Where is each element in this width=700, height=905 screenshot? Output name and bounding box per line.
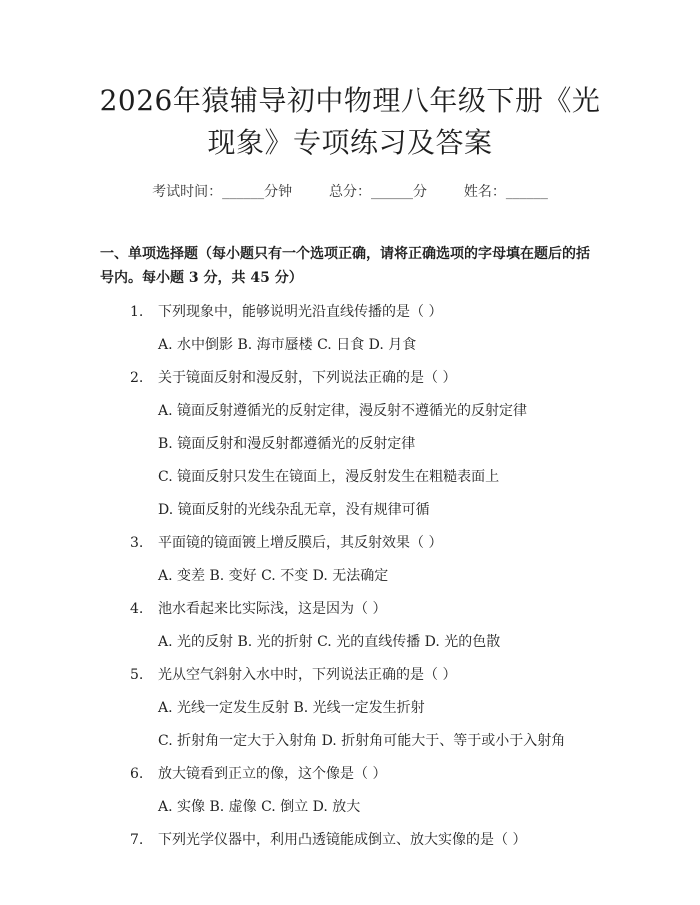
question-options: B. 镜面反射和漫反射都遵循光的反射定律	[158, 436, 416, 452]
question-options: C. 折射角一定大于入射角 D. 折射角可能大于、等于或小于入射角	[158, 733, 566, 749]
question-options-line	[0, 730, 700, 752]
question-options-line	[0, 499, 700, 521]
question-number: 6.	[130, 766, 144, 782]
question-stem-line	[0, 301, 700, 323]
question-list	[0, 301, 700, 851]
question-item	[0, 598, 700, 653]
question-stem: 下列光学仪器中，利用凸透镜能成倒立、放大实像的是（ ）	[158, 832, 527, 848]
question-number: 2.	[130, 370, 144, 386]
question-options-line	[0, 466, 700, 488]
question-options: A. 水中倒影 B. 海市蜃楼 C. 日食 D. 月食	[158, 337, 417, 353]
question-item	[0, 763, 700, 818]
question-options-line	[0, 334, 700, 356]
question-options: A. 光线一定发生反射 B. 光线一定发生折射	[158, 700, 425, 716]
exam-meta	[0, 182, 700, 202]
question-item	[0, 301, 700, 356]
question-number: 3.	[130, 535, 144, 551]
question-number: 4.	[130, 601, 144, 617]
question-options: A. 光的反射 B. 光的折射 C. 光的直线传播 D. 光的色散	[158, 634, 501, 650]
question-number: 5.	[130, 667, 144, 683]
document-title: 2026年猿辅导初中物理八年级下册《光现象》专项练习及答案	[99, 84, 601, 159]
question-stem: 池水看起来比实际浅，这是因为（ ）	[158, 601, 387, 617]
question-options: A. 实像 B. 虚像 C. 倒立 D. 放大	[158, 799, 361, 815]
question-options: A. 镜面反射遵循光的反射定律，漫反射不遵循光的反射定律	[158, 403, 528, 419]
question-stem-line	[0, 367, 700, 389]
question-options: D. 镜面反射的光线杂乱无章，没有规律可循	[158, 502, 430, 518]
question-stem-line	[0, 763, 700, 785]
total-score-field: 总分：______分	[329, 184, 427, 200]
question-stem: 放大镜看到正立的像，这个像是（ ）	[158, 766, 387, 782]
question-number: 7.	[130, 832, 144, 848]
question-stem: 平面镜的镜面镀上增反膜后，其反射效果（ ）	[158, 535, 443, 551]
question-stem-line	[0, 598, 700, 620]
question-options: C. 镜面反射只发生在镜面上，漫反射发生在粗糙表面上	[158, 469, 500, 485]
question-stem-line	[0, 532, 700, 554]
question-item	[0, 532, 700, 587]
question-number: 1.	[130, 304, 144, 320]
exam-time-field: 考试时间：______分钟	[152, 184, 293, 200]
question-item	[0, 664, 700, 752]
question-stem: 光从空气斜射入水中时，下列说法正确的是（ ）	[158, 667, 457, 683]
question-options-line	[0, 796, 700, 818]
question-options: A. 变差 B. 变好 C. 不变 D. 无法确定	[158, 568, 389, 584]
question-stem-line	[0, 829, 700, 851]
question-stem: 下列现象中，能够说明光沿直线传播的是（ ）	[158, 304, 443, 320]
question-stem-line	[0, 664, 700, 686]
student-name-field: 姓名：______	[463, 184, 548, 200]
question-options-line	[0, 565, 700, 587]
question-item	[0, 829, 700, 851]
question-stem: 关于镜面反射和漫反射，下列说法正确的是（ ）	[158, 370, 457, 386]
question-options-line	[0, 433, 700, 455]
section-heading: 一、单项选择题（每小题只有一个选项正确，请将正确选项的字母填在题后的括号内。每小题 3 分，共 45 分）	[100, 246, 590, 286]
question-options-line	[0, 631, 700, 653]
question-options-line	[0, 697, 700, 719]
question-item	[0, 367, 700, 521]
question-options-line	[0, 400, 700, 422]
